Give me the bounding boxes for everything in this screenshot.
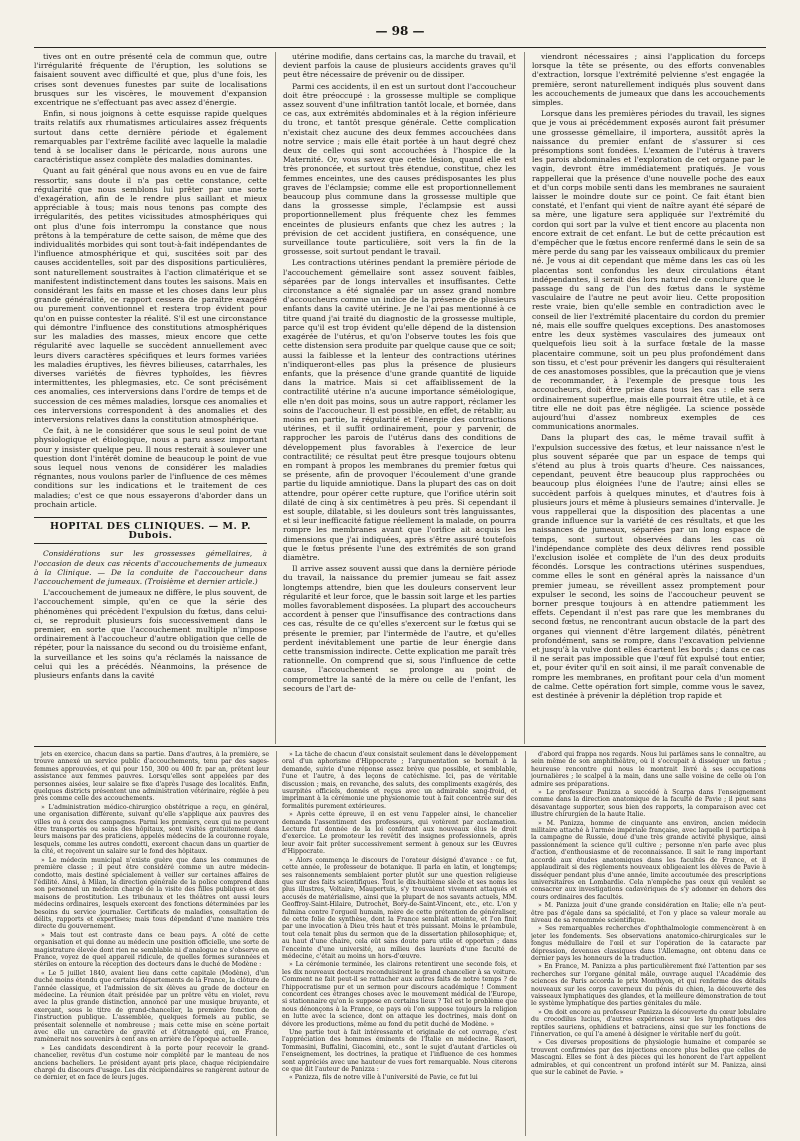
paragraph: » L'administration médico-chirurgico obstétrique a reçu, en général, une organisation différente, suivant qu'elle s'applique aux pauvres des villes ou à ceux des campagnes. Parmi les premiers, ceux qui ne peuvent être transportés ou soins des hôpitaux, sont visités gratuitement dans leurs maisons par des praticiens, appelés médecins de la couronne royale, lesquels, comme les autres condotti, exercent chacun dans un quartier de la cité, et reçoivent un salaire sur le fond des hôpitaux. <box>34 803 269 856</box>
paragraph: » Après cette épreuve, il en est venu l'appeler ainsi, le chancelier demanda l'assentiment des professeurs, qui votèrent par acclamation. Lecture fut donnée de la loi conférant aux nouveaux élus le droit d'exercice. Le promoteur les revêtit des insignes professionnels, après leur avoir fait prêter successivement serment à genoux sur les Œuvres d'Hippocrate. <box>282 811 517 856</box>
bottom-column-2 <box>282 751 517 1136</box>
top-column-3 <box>532 52 765 744</box>
top-column-1 <box>34 52 267 744</box>
paragraph: Une partie tout à fait intéressante et originale de cet ouvrage, c'est l'appréciation des hommes éminents de l'Italie en médecine. Rasori, Tommasini, Buffalini, Giacomini, etc., sont le sujet d'autant d'articles où l'enseignement, les doctrines, la pratique et l'influence de ces hommes sont appréciés avec une hauteur de vues fort remarquable. Nous citerons ce que dit l'auteur de Panizza : <box>282 1029 517 1074</box>
paragraph: » Le médecin municipal n'existe guère que dans les communes de première classe ; il peut être considéré comme un autre médecin-condotto, mais destiné spécialement à veiller sur certaines affaires de l'édilité. Ainsi, à Milan, la direction générale de la police comprend dans son personnel un médecin chargé de la visite des filles publiques et des maisons de prostitution. Les tribunaux et les théâtres ont aussi leurs médecins ordinaires, lesquels exercent des fonctions déterminées par les besoins du service journalier. Certificats de maladies, consultation de délits, rapports et expertises; mais tous dépendant d'une manière très directe du gouvernement. <box>34 856 269 931</box>
paragraph: » La cérémonie terminée, les clairons retentirent une seconde fois, et les dix nouveaux docteurs reconduisirent le grand chancelier à sa voiture. Comment ne fait peut-il se rattacher aux autres faits de notre temps ? de l'hippocratisme pur et un sermon pour discours académique ! Comment concordent ces étranges choses avec le mouvement médical de l'Europe, si stationnaire qu'on le suppose en certains lieux ? Tel est le problème que nous dénonçons à la France, ce pays où l'on suppose toujours la religion en lutte avec la science, dont on attaque les doctrines, mais dont on dévore les productions, même au fond du petit duché de Modène. » <box>282 961 517 1028</box>
bottom-col3-paragraphs <box>531 751 766 1076</box>
col1-paragraphs <box>34 52 267 509</box>
paragraph: » En France, M. Panizza a plus particulièrement fixé l'attention par ses recherches sur l'organe génital mâle, ouvrage auquel l'Académie des sciences de Paris accorda le prix Monthyon, et qui renferme des détails nouveaux sur les corps caverneux du pénis du chien, la découverte des vaisseaux lymphatiques des glandes, et la meilleure démonstration de tout le système lymphatique des parties génitales du mâle. <box>531 963 766 1008</box>
col2-paragraphs <box>283 52 516 693</box>
column-rule <box>275 52 276 744</box>
bottom-column-1 <box>34 751 269 1136</box>
clinic-section-title: HOPITAL DES CLINIQUES. — M. P. Dubois. <box>34 517 267 544</box>
paragraph: » On doit encore au professeur Panizza la découverte du cœur lobulaire du crocodilus lucius, d'autres expériences sur les lymphatiques des reptiles sauriens, ophidiens et batraciens, ainsi que sur les fonctions de l'innervation, ce qui l'a amené à désigner le véritable nerf du goût. <box>531 1008 766 1039</box>
paragraph: » Le professeur Panizza a succédé à Scarpa dans l'enseignement comme dans la direction anatomique de la faculté de Pavie ; il peut sans désavantage supporter, sous bien des rapports, la comparaison avec cet illustre chirurgien de la haute Italie. <box>531 789 766 819</box>
paragraph: Quant au fait général que nous avons eu en vue de faire ressortir, sans doute il n'a pas cette constance, cette régularité que nous semblons lui prêter par une sorte d'exagération, afin de le rendre plus saillant et mieux appréciable à tous; mais nous tenons pas compte des irrégularités, des petites vicissitudes atmosphériques qui ont plus d'une fois interrompu la constance que nous prêtons à la température de cette saison, de même que des individualités morbides qui sont tout-à-fait indépendantes de l'influence atmosphérique et qui, suscitées soit par des causes accidentelles, soit par des dispositions particulières, sont naturellement soustraites à l'action climatérique et se manifestent indistinctement dans toutes les saisons. Mais en considérant les faits en masse et les choses dans leur plus grande généralité, ce rapport cessera de paraître exagéré ou purement conventionnel et restera trop évident pour qu'on en puisse contester la réalité. S'il est une circonstance qui démontre l'influence des constitutions atmosphériques sur les maladies des masses, mieux encore que cette régularité avec laquelle se succèdent annuellement avec leurs divers caractères spécifiques et leurs formes variées les maladies éruptives, les fièvres bilieuses, catarrhales, les diverses variétés de fièvres typhoïdes, les fièvres intermittentes, les phlegmasies, etc. Ce sont précisément ces anomalies, ces interversions dans l'ordre de temps et de succession de ces mêmes maladies, lorsque ces anomalies et ces interversions correspondent à des anomalies et des interversions relatives dans la constitution atmosphérique. <box>34 166 267 424</box>
feuilleton-area <box>34 751 766 1136</box>
paragraph: viendront nécessaires ; ainsi l'application du forceps lorsque la tête se présente, ou des efforts convenables d'extraction, lorsque l'extrémité pelvienne s'est engagée la première, seront naturellement indiqués plus souvent dans les accouchements de jumeaux que dans les accouchements simples. <box>532 52 765 108</box>
paragraph: utérine modifie, dans certains cas, la marche du travail, et devient parfois la cause de plusieurs accidents graves qu'il peut être nécessaire de prévenir ou de dissiper. <box>283 52 516 80</box>
paragraph: d'abord qui frappa nos regards. Nous lui parlâmes sans le connaître, au sein même de son amphithéâtre, où il s'occupait à disséquer un fœtus ; heureuse rencontre qui nous le montrait livré à ses occupations journalières ; le scalpel à la main, dans une salle voisine de celle où l'on admire ses préparations. <box>531 751 766 788</box>
paragraph: Il arrive assez souvent aussi que dans la dernière période du travail, la naissance du premier jumeau se fait assez longtemps attendre, bien que les douleurs conservent leur régularité et leur force, que le bassin soit large et les parties molles favorablement disposées. La plupart des accoucheurs accordent à penser que l'insuffisance des contractions dans ces cas, résulte de ce qu'elles s'exercent sur le fœtus qui se présente le premier, par l'intermède de l'autre, et qu'elles perdent inévitablement une partie de leur énergie dans cette transmission indirecte. Cette explication me paraît très rationnelle. On comprend que si, sous l'influence de cette cause, l'accouchement se prolonge au point de compromettre la santé de la mère ou celle de l'enfant, les secours de l'art de- <box>283 564 516 693</box>
bottom-col1-paragraphs <box>34 751 269 1082</box>
paragraph: » M. Panizza jouit d'une grande considération en Italie; elle n'a peut-être pas d'égale dans sa spécialité, et l'on y place sa valeur morale au niveau de sa renommée scientifique. <box>531 902 766 924</box>
column-rule <box>524 52 525 744</box>
paragraph: L'accouchement de jumeaux ne diffère, le plus souvent, de l'accouchement simple, qu'en ce que la série des phénomènes qui précèdent l'expulsion du fœtus, dans celui-ci, se reproduit plusieurs fois successivement dans le premier, en sorte que l'accouchement multiple n'impose ordinairement à l'accoucheur d'autre obligation que celle de répéter, pour la naissance du second ou du troisième enfant, la surveillance et les soins qu'a réclamés la naissance de celui qui les a précédés. Néanmoins, la présence de plusieurs enfants dans la cavité <box>34 588 267 680</box>
col1-after-paragraphs <box>34 588 267 680</box>
clinic-section-subtitle: Considérations sur les grossesses gémellaires, à l'occasion de deux cas récents d'accouchements de jumeaux à la Clinique. — De la conduite de l'accoucheur dans l'accouchement de jumeaux. (Troisième et dernier article.) <box>34 549 267 586</box>
paragraph: « Panizza, fils de notre ville à l'université de Pavie, ce fut lui <box>289 1074 478 1082</box>
paragraph: tives ont en outre présenté cela de commun que, outre l'irrégularité fréquente de l'éruption, les solutions se faisaient souvent avec difficulté et que, plus d'une fois, les crises sont devenues funestes par suite de localisations brusques sur les viscères, le mouvement d'expansion excentrique ne s'effectuant pas avec assez d'énergie. <box>34 52 267 108</box>
paragraph: Lorsque dans les premières périodes du travail, les signes que je vous ai précédemment exposés auront fait présumer une grossesse gémellaire, il importera, aussitôt après la naissance du premier enfant de s'assurer si ces présomptions sont fondées. L'examen de l'utérus à travers les parois abdominales et l'exploration de cet organe par le vagin, devront être immédiatement pratiqués. Je vous rappellerai que la présence d'une nouvelle poche des eaux et d'un corps mobile senti dans les membranes ne sauraient laisser le moindre doute sur ce point. Ce fait étant bien constaté, et l'enfant qui vient de naître ayant été séparé de sa mère, une ligature sera appliquée sur l'extrémité du cordon qui sort par la vulve et tient encore au placenta non encore extrait de cet enfant. Le but de cette précaution est d'empêcher que le fœtus encore renfermé dans le sein de sa mère perde du sang par les vaisseaux ombilicaux du premier né. Je vous ai dit cependant que même dans les cas où les placentas sont confondus les deux circulations étant indépendantes, il serait dès lors naturel de conclure que le passage du sang de l'un des fœtus dans le système vasculaire de l'autre ne peut avoir lieu. Cette proposition reste vraie, bien qu'elle semble en contradiction avec le conseil de lier l'extrémité placentaire du cordon du premier né, mais elle souffre quelques exceptions. Des anastomoses entre les deux systèmes vasculaires des jumeaux ont quelquefois lieu soit à la surface fœtale de la masse placentaire commune, soit un peu plus profondément dans son tissu, et c'est pour prévenir les dangers qui résulteraient de ces anastomoses possibles, que la précaution que je viens de recommander, à l'exemple de presque tous les accoucheurs, doit être prise dans tous les cas : elle sera ordinairement superflue, mais elle pourrait être utile, et à ce titre elle ne doit pas être négligée. La science possède aujourd'hui d'assez nombreux exemples de ces communications anormales. <box>532 109 765 432</box>
paragraph: « Le 5 juillet 1840, avaient lieu dans cette capitale (Modène), d'un duché moins étendu que certains départements de la France, la clôture de l'année classique, et l'admission de six élèves au grade de docteur en médecine. La réunion était présidée par un prêtre vêtu en violet, revu avec la plus grande distinction, annoncé par une musique bruyante, et exerçant, sous le titre de grand-chancelier, la première fonction de l'instruction publique. L'assemblée, quelques formels au public, se présentait solennelle et nombreuse ; mais cette mise en scène portait avec elle un caractère de gravité et d'étrangeté qui, en France, ramènerait nos souvenirs à cent ans en arrière de l'époque actuelle. <box>34 969 269 1044</box>
bottom-col2-paragraphs <box>282 751 517 1082</box>
paragraph: » Les candidats descendirent à la porte pour recevoir le grand-chancelier, revêtus d'un costume noir complété par le manteau de nos anciens bacheliers. Le président ayant pris place, chaque récipiendaire chargé du discours d'usage. Les dix récipiendaires se rangèrent autour de ce dernier, et en face de leurs juges. <box>34 1044 269 1082</box>
paragraph: » Ses remarquables recherches d'ophthalmologie commencèrent à en jeter les fondements. Ses observations anatomico-chirurgicales sur le fongus médullaire de l'œil et sur l'opération de la cataracte par dépression, devenues classiques dans l'Allemagne, ont obtenu dans ce dernier pays les honneurs de la traduction. <box>531 925 766 962</box>
feuilleton-divider <box>34 746 766 747</box>
paragraph: » Mais tout est contraste dans ce beau pays. A côté de cette organisation et qui donne au médecin une position officielle, une sorte de magistrature élevée dont rien ne semblable ni d'analogue ne s'observe en France, voyez de quel appareil ridicule, de quelles formes surannées et stériles on entoure la réception des docteurs dans le duché de Modène : <box>34 931 269 969</box>
paragraph: Ce fait, à ne le considérer que sous le seul point de vue physiologique et étiologique, nous a paru assez important pour y insister quelque peu. Il nous resterait à soulever une question dont l'intérêt domine de beaucoup le point de vue sous lequel nous venons de considérer les maladies régnantes, nous voulons parler de l'influence de ces mêmes conditions sur les indications et le traitement de ces maladies; c'est ce que nous essayerons d'aborder dans un prochain article. <box>34 426 267 509</box>
paragraph: jets en exercice, chacun dans sa partie. Dans d'autres, à la première, se trouve annexé un service public d'accouchements, tenu par des sages-femmes approuvées, et qui pour 150, 300 ou 400 fr. par an, prêtent leur assistance aux femmes pauvres. Lorsqu'elles sont appelées par des personnes aisées, leur salaire se fixe d'après l'usage des localités. Enfin, quelques districts présentent une administration vétérinaire, réglée à peu près comme celle des accouchements. <box>34 751 269 803</box>
paragraph: » La tâche de chacun d'eux consistait seulement dans le développement oral d'un aphorisme d'Hippocrate ; l'argumentation se bornait à la demande, suivie d'une réponse assez brève que possible, et semblable, l'une et l'autre, à des leçons de catéchisme. Ici, pas de véritable discussion ; mais, en revanche, des saluts, des compliments exagérés, des usurpités officiels, donnés et reçus avec un admirable sang-froid, et imprimant à la cérémonie une physionomie tout à fait concentrée sur des formalités purement extérieures. <box>282 751 517 810</box>
column-rule <box>276 751 277 1136</box>
paragraph: » M. Panizza, homme de cinquante ans environ, ancien médecin militaire attaché à l'armée impériale française, avec laquelle il participa à la campagne de Russie, doué d'une très grande activité physique, ainsi passionnément la science qu'il cultive ; personne n'en parle avec plus d'action, d'enthousiasme et de reconnaissance. Il sait le rang important accordé aux études anatomiques dans les facultés de France, et il applaudirait si des règlements nouveaux obligeaient les élèves de Pavie à disséquer pendant plus d'une année, limite accoutumée des prescriptions universitaires en Lombardie. Cela n'empêche pas ceux qui veulent se consacrer aux investigations cadavériques de s'y adonner en dehors des cours ordinaires des facultés. <box>531 819 766 901</box>
column-rule <box>525 751 526 1136</box>
paragraph: » Alors commença le discours de l'orateur désigné d'avance : ce fut, cette année, le professeur de botanique. Il parla en latin, et longtemps; ses raisonnements semblaient porter plutôt sur une question religieuse que sur des faits scientifiques. Tout le dix-huitième siècle et ses noms les plus illustres, Voltaire, Maupertuis, s'y trouvaient vivement attaqués et accusés de matérialisme, ainsi que la plupart de nos savants actuels, MM. Geoffroy-Saint-Hilaire, Dutrochet, Bory-de-Saint-Vincent, etc., etc. L'on y fulmina contre l'orgueil humain, mère de cette prétention de généraliser, de cette folie de synthèse, dont la France semblait atteinte, et l'on finit par une invocation à Dieu très haut et très puissant. Moins le préambule, tout cela tenait plus du sermon que de la dissertation philosophique; et, au haut d'une chaire, cela eût sans doute paru utile et opportun ; dans l'enceinte d'une université, au milieu des lauréats d'une faculté de médecine, c'était au moins un hors-d'œuvre. <box>282 856 517 960</box>
paragraph: Les contractions utérines pendant la première période de l'accouchement gémellaire sont assez souvent faibles, séparées par de longs intervalles et insuffisantes. Cette circonstance a été signalée par un assez grand nombre d'accoucheurs comme un indice de la présence de plusieurs enfants dans la cavité utérine. Je ne l'ai pas mentionné à ce titre quand j'ai traité du diagnostic de la grossesse multiple, parce qu'il est trop évident qu'elle dépend de la distension exagérée de l'utérus, et qu'on l'observe toutes les fois que cette distension sera produite par quelque cause que ce soit; aussi la faiblesse et la lenteur des contractions utérines n'indiqueront-elles pas plus la présence de plusieurs enfants, que la présence d'une grande quantité de liquide dans la matrice. Mais si cet affaiblissement de la contractilité utérine n'a aucune importance séméiologique, elle n'en doit pas moins, sous un autre rapport, réclamer les soins de l'accoucheur. Il est possible, en effet, de rétablir, au moins en partie, la régularité et l'énergie des contractions utérines, et il suffit ordinairement, pour y parvenir, de rapprocher les parois de l'utérus dans des conditions de développement plus favorables à l'exercice de leur contractilité; ce résultat peut être presque toujours obtenu en rompant à propos les membranes du premier fœtus qui se présente, afin de provoquer l'écoulement d'une grande partie du liquide amniotique. Dans la plupart des cas on doit attendre, pour opérer cette rupture, que l'orifice utérin soit dilaté de cinq à six centimètres à peu près. Si cependant il est souple, dilatable, si les douleurs sont très languissantes, et si leur inefficacité fatigue réellement la malade, on pourra rompre les membranes avant que l'orifice ait acquis les dimensions que j'ai indiquées, après s'être assuré toutefois que le fœtus présente l'une des extrémités de son grand diamètre. <box>283 258 516 562</box>
paragraph: Parmi ces accidents, il en est un surtout dont l'accoucheur doit être préoccupé : la grossesse multiple se complique assez souvent d'une infiltration tantôt locale, et bornée, dans ce cas, aux extrémités abdominales et à la région inférieure du tronc, et tantôt presque générale. Cette complication n'existait chez aucune des deux femmes accouchées dans notre service ; mais elle était portée à un haut degré chez deux de celles qui sont accouchées à l'hospice de la Maternité. Or, vous savez que cette lésion, quand elle est très prononcée, et surtout très étendue, constitue, chez les femmes enceintes, une des causes prédisposantes les plus graves de l'éclampsie; comme elle est proportionnellement beaucoup plus commune dans la grossesse multiple que dans la grossesse simple, l'éclampsie est aussi proportionnellement plus fréquente chez les femmes enceintes de plusieurs enfants que chez les autres ; la prévision de cet accident justifiera, en conséquence, une surveillance toute particulière, soit vers la fin de la grossesse, soit surtout pendant le travail. <box>283 81 516 257</box>
main-article-area <box>34 52 766 744</box>
top-column-2 <box>283 52 516 744</box>
page-number: — 98 — <box>375 24 425 38</box>
paragraph: Dans la plupart des cas, le même travail suffit à l'expulsion successive des fœtus, et leur naissance n'est le plus souvent séparée que par un espace de temps qui s'étend au plus à trois quarts d'heure. Ces naissances, cependant, peuvent être beaucoup plus rapprochées ou beaucoup plus éloignées l'une de l'autre; ainsi elles se succèdent parfois à quelques minutes, et d'autres fois à plusieurs jours et même à plusieurs semaines d'intervalle. Je vous rappellerai que la disposition des placentas a une grande influence sur la variété de ces résultats, et que les naissances de jumeaux, séparées par un long espace de temps, sont surtout observées dans les cas où l'indépendance complète des deux délivres rend possible l'exclusion isolée et complète de l'un des deux produits fécondés. Lorsque les contractions utérines suspendues, comme elles le sont en général après la naissance d'un premier jumeau, se réveillent assez promptement pour expulser le second, les soins de l'accoucheur peuvent se borner presque toujours à en attendre patiemment les effets. Cependant il n'est pas rare que les membranes du second fœtus, ne rencontrant aucun obstacle de la part des organes qui viennent d'être largement dilatés, pénètrent profondément, sans se rompre, dans l'excavation pelvienne et jusqu'à la vulve dont elles écartent les bords ; dans ce cas il ne serait pas impossible que l'œuf fût expulsé tout entier, et, pour éviter qu'il en soit ainsi, il me paraît convenable de rompre les membranes, en profitant pour cela d'un moment de calme. Cette opération fort simple, comme vous le savez, est destinée à prévenir la déplétion trop rapide et <box>532 433 765 701</box>
paragraph: » Ces diverses propositions de physiologie humaine et comparée se trouvent confirmées par des injections encore plus belles que celles de Mascagni. Elles se font à des pièces qui les honorent de l'art appellent admirables, et qui concentrent un profond intérêt sur M. Panizza, ainsi que sur le cabinet de Pavie. » <box>531 1039 766 1077</box>
header-rule <box>34 47 766 48</box>
paragraph: Enfin, si nous joignons à cette esquisse rapide quelques traits relatifs aux rhumatismes articulaires assez fréquents surtout dans cette dernière période et également remarquables par l'extrême facilité avec laquelle la maladie tend à se localiser dans le péricarde, nous aurons une caractéristique assez complète des maladies dominantes. <box>34 109 267 165</box>
bottom-column-3 <box>531 751 766 1136</box>
col3-paragraphs <box>532 52 765 700</box>
